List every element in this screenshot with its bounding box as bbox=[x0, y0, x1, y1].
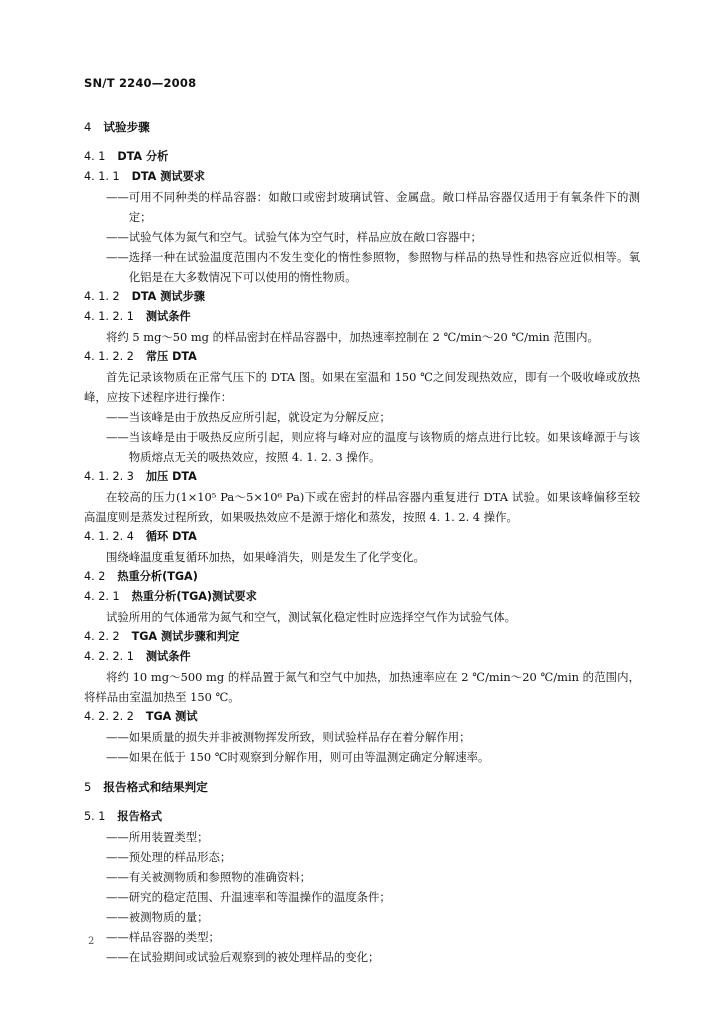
section-4-1-2-2-heading bbox=[84, 347, 640, 367]
list-item-text: 可用不同种类的样品容器：如敞口或密封玻璃试管、金属盘。敞口样品容器仅适用于有氧条件下的测定； bbox=[128, 190, 640, 224]
list-item-text: 预处理的样品形态； bbox=[128, 850, 232, 864]
list-item bbox=[84, 887, 640, 907]
dash-mark: —— bbox=[106, 910, 129, 924]
section-number: 4. 2 bbox=[84, 570, 106, 583]
section-4-1-2-4-heading bbox=[84, 527, 640, 547]
list-item-text: 当该峰是由于吸热反应所引起，则应将与峰对应的温度与该物质的熔点进行比较。如果该峰源于与该物质熔点无关的吸热效应，按照 4. 1. 2. 3 操作。 bbox=[128, 430, 640, 464]
paragraph: 首先记录该物质在正常气压下的 DTA 图。如果在室温和 150 ℃之间发现热效应，即有一个吸收峰或放热峰，应按下述程序进行操作： bbox=[84, 370, 640, 404]
list-item-text: 如果质量的损失并非被测物挥发所致，则试验样品存在着分解作用； bbox=[128, 730, 471, 744]
list-item bbox=[84, 847, 640, 867]
dash-mark: —— bbox=[106, 950, 129, 964]
dash-mark: —— bbox=[106, 930, 129, 944]
paragraph: 试验所用的气体通常为氮气和空气，测试氧化稳定性时应选择空气作为试验气体。 bbox=[106, 610, 517, 624]
dash-mark: —— bbox=[106, 410, 129, 424]
paragraph: 围绕峰温度重复循环加热，如果峰消失，则是发生了化学变化。 bbox=[106, 550, 425, 564]
section-title: 报告格式和结果判定 bbox=[103, 780, 208, 794]
section-title: DTA 分析 bbox=[117, 150, 169, 163]
section-number: 4. 2. 2 bbox=[84, 630, 120, 643]
paragraph: 在较高的压力(1×10⁵ Pa～5×10⁶ Pa)下或在密封的样品容器内重复进行 DTA 试验。如果该峰偏移至较高温度则是蒸发过程所致，如果吸热效应不是源于熔化和蒸发，按照 4. 1. 2. 4 操作。 bbox=[84, 490, 640, 524]
list-item bbox=[84, 927, 640, 947]
dash-mark: —— bbox=[106, 850, 129, 864]
dash-mark: —— bbox=[106, 830, 129, 844]
list-item-text: 在试验期间或试验后观察到的被处理样品的变化； bbox=[128, 950, 380, 964]
list-item-text: 被测物质的量； bbox=[128, 910, 209, 924]
section-title: DTA 测试要求 bbox=[131, 170, 205, 183]
section-number: 4. 1. 2. 1 bbox=[84, 310, 134, 323]
section-title: 热重分析(TGA)测试要求 bbox=[131, 590, 257, 603]
dash-mark: —— bbox=[106, 870, 129, 884]
list-item bbox=[84, 867, 640, 887]
list-item bbox=[84, 727, 640, 747]
section-5-heading bbox=[84, 777, 640, 797]
list-item-text: 当该峰是由于放热反应所引起，就设定为分解反应； bbox=[128, 410, 391, 424]
section-title: 测试条件 bbox=[145, 310, 191, 323]
section-4-1-2-3-heading bbox=[84, 467, 640, 487]
dash-mark: —— bbox=[106, 730, 129, 744]
paragraph: 将约 10 mg～500 mg 的样品置于氮气和空气中加热，加热速率应在 2 ℃/min～20 ℃/min 的范围内，将样品由室温加热至 150 ℃。 bbox=[84, 670, 640, 704]
list-item bbox=[84, 227, 640, 247]
list-item bbox=[84, 747, 640, 767]
section-number: 4. 2. 2. 2 bbox=[84, 710, 134, 723]
section-4-2-2-2-heading bbox=[84, 707, 640, 727]
dash-mark: —— bbox=[106, 890, 129, 904]
section-title: 热重分析(TGA) bbox=[117, 570, 198, 583]
dash-mark: —— bbox=[106, 230, 129, 244]
list-item-text: 选择一种在试验温度范围内不发生变化的惰性参照物，参照物与样品的热导性和热容应近似相等。氧化铝是在大多数情况下可以使用的惰性物质。 bbox=[128, 250, 640, 284]
dash-mark: —— bbox=[106, 430, 129, 444]
section-4-2-1-heading bbox=[84, 587, 640, 607]
section-title: 试验步骤 bbox=[103, 120, 150, 134]
list-item bbox=[84, 427, 640, 467]
list-item-text: 试验气体为氮气和空气。试验气体为空气时，样品应放在敞口容器中； bbox=[128, 230, 482, 244]
standard-code-header: SN/T 2240—2008 bbox=[84, 76, 197, 90]
list-item-text: 研究的稳定范围、升温速率和等温操作的温度条件； bbox=[128, 890, 391, 904]
dash-mark: —— bbox=[106, 190, 129, 204]
list-item bbox=[84, 247, 640, 287]
dash-mark: —— bbox=[106, 750, 129, 764]
section-title: 常压 DTA bbox=[145, 350, 197, 363]
section-title: 测试条件 bbox=[145, 650, 191, 663]
document-body bbox=[84, 117, 640, 967]
paragraph: 将约 5 mg～50 mg 的样品密封在样品容器中，加热速率控制在 2 ℃/min～20 ℃/min 范围内。 bbox=[106, 330, 599, 344]
section-title: TGA 测试步骤和判定 bbox=[131, 630, 240, 643]
list-item bbox=[84, 187, 640, 227]
section-number: 5. 1 bbox=[84, 810, 106, 823]
section-number: 5 bbox=[84, 780, 92, 794]
section-5-1-heading bbox=[84, 807, 640, 827]
section-number: 4. 2. 1 bbox=[84, 590, 120, 603]
list-item bbox=[84, 407, 640, 427]
section-4-1-1-heading bbox=[84, 167, 640, 187]
section-4-2-2-1-heading bbox=[84, 647, 640, 667]
section-title: 加压 DTA bbox=[145, 470, 197, 483]
list-item-text: 样品容器的类型； bbox=[128, 930, 220, 944]
list-item-text: 如果在低于 150 ℃时观察到分解作用，则可由等温测定确定分解速率。 bbox=[128, 750, 490, 764]
section-number: 4. 1. 2 bbox=[84, 290, 120, 303]
section-number: 4. 1. 2. 2 bbox=[84, 350, 134, 363]
section-title: TGA 测试 bbox=[145, 710, 198, 723]
section-number: 4. 1. 2. 4 bbox=[84, 530, 134, 543]
page-number: 2 bbox=[88, 936, 95, 947]
section-number: 4. 1 bbox=[84, 150, 106, 163]
list-item bbox=[84, 907, 640, 927]
section-4-1-2-1-heading bbox=[84, 307, 640, 327]
section-number: 4 bbox=[84, 120, 92, 134]
dash-mark: —— bbox=[106, 250, 129, 264]
section-4-1-2-heading bbox=[84, 287, 640, 307]
section-4-2-2-heading bbox=[84, 627, 640, 647]
list-item bbox=[84, 947, 640, 967]
section-number: 4. 2. 2. 1 bbox=[84, 650, 134, 663]
section-title: 循环 DTA bbox=[145, 530, 197, 543]
section-number: 4. 1. 2. 3 bbox=[84, 470, 134, 483]
section-title: 报告格式 bbox=[117, 810, 163, 823]
section-4-1-heading bbox=[84, 147, 640, 167]
list-item-text: 有关被测物质和参照物的准确资料； bbox=[128, 870, 312, 884]
section-4-2-heading bbox=[84, 567, 640, 587]
list-item bbox=[84, 827, 640, 847]
section-title: DTA 测试步骤 bbox=[131, 290, 205, 303]
list-item-text: 所用装置类型； bbox=[128, 830, 209, 844]
section-4-heading bbox=[84, 117, 640, 137]
section-number: 4. 1. 1 bbox=[84, 170, 120, 183]
